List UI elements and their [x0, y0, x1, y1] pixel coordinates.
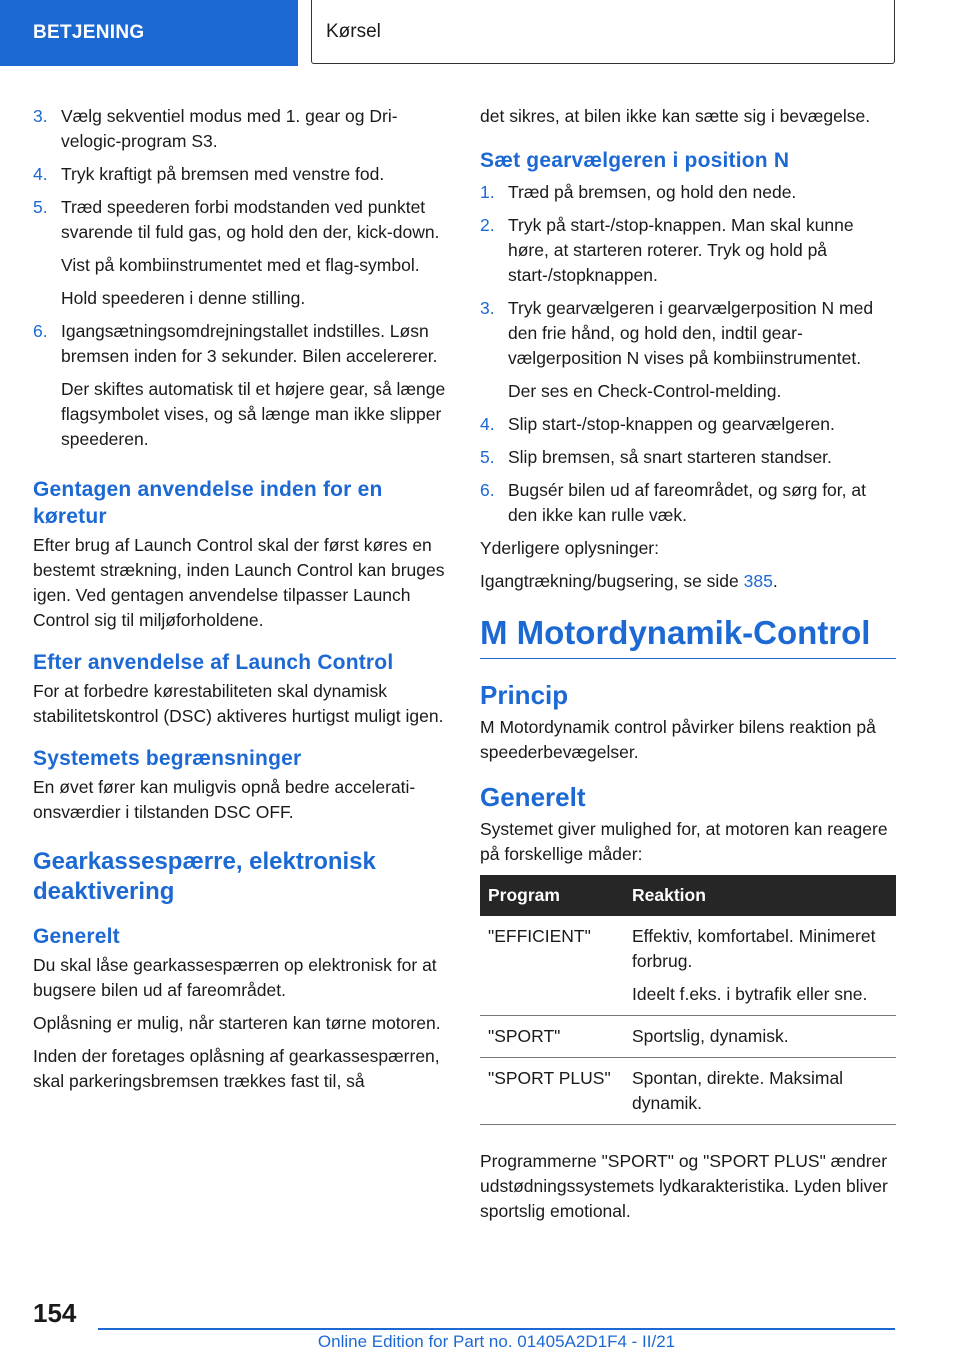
program-cell: "EFFICIENT" — [480, 916, 624, 1016]
footer-divider — [98, 1328, 895, 1330]
step-text: Tryk gearvælgeren i gearvælgerposition N med den frie hånd, og hold den, indtil gearvælgerposition N vises på kombiinstrumentet. — [508, 298, 874, 368]
step-text: Igangsætningsomdrejningstallet indstilles. Løsn bremsen inden for 3 sekunder. Bilen accelererer. — [61, 321, 438, 366]
heading-system-limits: Systemets begrænsninger — [33, 747, 302, 770]
step-5 — [33, 195, 449, 245]
step-1 — [480, 180, 896, 205]
heading-after-use: Efter anvendelse af Launch Control — [33, 651, 394, 674]
paragraph-continued: det sikres, at bilen ikke kan sætte sig i bevægelse. — [480, 106, 871, 126]
heading-general: Generelt — [480, 782, 586, 812]
step-4 — [480, 412, 896, 437]
step-number: 5. — [480, 447, 495, 467]
step-text: Træd på bremsen, og hold den nede. — [508, 182, 797, 202]
more-info-reference — [480, 569, 896, 594]
paragraph-general: Du skal låse gearkassespærren op elektronisk for at bugsere bilen ud af fareområdet. — [33, 955, 437, 1000]
page-link-385[interactable]: 385 — [743, 571, 773, 591]
step-text: Vælg sekventiel modus med 1. gear og Drivelogic-program S3. — [61, 106, 398, 151]
paragraph-repeat-use: Efter brug af Launch Control skal der først køres en bestemt strækning, inden Launch Control kan bruges igen. Ved gentagen anvendelse tilpasser Launch Control sig til miljøforholdene. — [33, 535, 445, 630]
program-cell: "SPORT PLUS" — [480, 1058, 624, 1125]
step-4 — [33, 162, 449, 187]
paragraph-general: Systemet giver mulighed for, at motoren kan reagere på forskellige måder: — [480, 819, 888, 864]
step-note: Hold speederen i denne stilling. — [61, 288, 306, 308]
step-text: Tryk på start-/stop-knappen. Man skal kunne høre, at starteren roterer. Tryk og hold på start-/stopknappen. — [508, 215, 854, 285]
step-text: Træd speederen forbi modstanden ved punktet svarende til fuld gas, og hold den der, kick-down. — [61, 197, 440, 242]
step-text: Bugsér bilen ud af fareområdet, og sørg for, at den ikke kan rulle væk. — [508, 480, 866, 525]
reaction-cell — [624, 916, 896, 1016]
program-table — [480, 875, 896, 1125]
step-note: Der ses en Check-Control-melding. — [508, 381, 782, 401]
step-2 — [480, 213, 896, 288]
step-note: Der skiftes automatisk til et højere gear, så længe flagsymbolet vises, og så længe man ikke slipper speederen. — [61, 379, 446, 449]
column-header-reaction: Reaktion — [624, 875, 896, 916]
reaction-cell — [624, 1058, 896, 1125]
reaction-line: Sportslig, dynamisk. — [632, 1026, 789, 1046]
step-number: 6. — [480, 480, 495, 500]
paragraph-sound: Programmerne "SPORT" og "SPORT PLUS" ændrer udstødningssystemets lydkarakteristika. Lyden bliver sportslig emotional. — [480, 1151, 888, 1221]
reaction-line: Spontan, direkte. Maksimal dynamik. — [632, 1068, 844, 1113]
step-text: Slip start-/stop-knappen og gearvælgeren. — [508, 414, 835, 434]
step-number: 1. — [480, 182, 495, 202]
reaction-line: Ideelt f.eks. i bytrafik eller sne. — [632, 984, 868, 1004]
left-column — [33, 104, 449, 1102]
column-header-program: Program — [480, 875, 624, 916]
step-3 — [33, 104, 449, 154]
step-6 — [33, 319, 449, 369]
step-number: 3. — [33, 106, 48, 126]
heading-m-motordynamik: M Motordynamik-Control — [480, 612, 896, 659]
page-number: 154 — [33, 1298, 77, 1328]
paragraph-principle: M Motordynamik control påvirker bilens reaktion på speederbevægelser. — [480, 717, 876, 762]
step-note: Vist på kombiinstrumentet med et flag-symbol. — [61, 255, 420, 275]
reference-text: Igangtrækning/bugsering, se side — [480, 571, 744, 591]
right-column — [480, 104, 896, 1232]
program-cell: "SPORT" — [480, 1016, 624, 1058]
heading-repeat-use: Gentagen anvendelse inden for en køretur — [33, 478, 383, 528]
step-number: 4. — [33, 164, 48, 184]
reaction-line: Effektiv, komfortabel. Minimeret forbrug. — [632, 926, 876, 971]
table-row — [480, 1058, 896, 1125]
table-header-row — [480, 875, 896, 916]
step-text: Slip bremsen, så snart starteren standser. — [508, 447, 832, 467]
paragraph-after-use: For at forbedre kørestabiliteten skal dynamisk stabilitetskontrol (DSC) aktiveres hurtigst muligt igen. — [33, 681, 444, 726]
heading-neutral: Sæt gearvælgeren i position N — [480, 149, 790, 172]
reference-end: . — [772, 571, 778, 591]
step-5 — [480, 445, 896, 470]
reaction-cell — [624, 1016, 896, 1058]
step-number: 4. — [480, 414, 495, 434]
paragraph-general: Oplåsning er mulig, når starteren kan tørne motoren. — [33, 1013, 441, 1033]
section-tab: BETJENING — [0, 0, 298, 66]
heading-principle: Princip — [480, 680, 569, 710]
table-row — [480, 916, 896, 1016]
heading-gear-lock: Gearkassespærre, elektronisk deaktivering — [33, 848, 376, 905]
step-number: 2. — [480, 215, 495, 235]
step-number: 5. — [33, 197, 48, 217]
heading-general: Generelt — [33, 925, 120, 948]
step-6 — [480, 478, 896, 528]
chapter-tab: Kørsel — [311, 0, 895, 64]
footer-edition: Online Edition for Part no. 01405A2D1F4 - II/21 — [317, 1332, 676, 1351]
paragraph-system-limits: En øvet fører kan muligvis opnå bedre accelerationsværdier i tilstanden DSC OFF. — [33, 777, 416, 822]
more-info-label: Yderligere oplysninger: — [480, 538, 659, 558]
step-text: Tryk kraftigt på bremsen med venstre fod. — [61, 164, 385, 184]
step-3 — [480, 296, 896, 371]
table-row — [480, 1016, 896, 1058]
step-number: 6. — [33, 321, 48, 341]
paragraph-general: Inden der foretages oplåsning af gearkassespærren, skal parkeringsbremsen trækkes fast til, så — [33, 1046, 440, 1091]
step-number: 3. — [480, 298, 495, 318]
